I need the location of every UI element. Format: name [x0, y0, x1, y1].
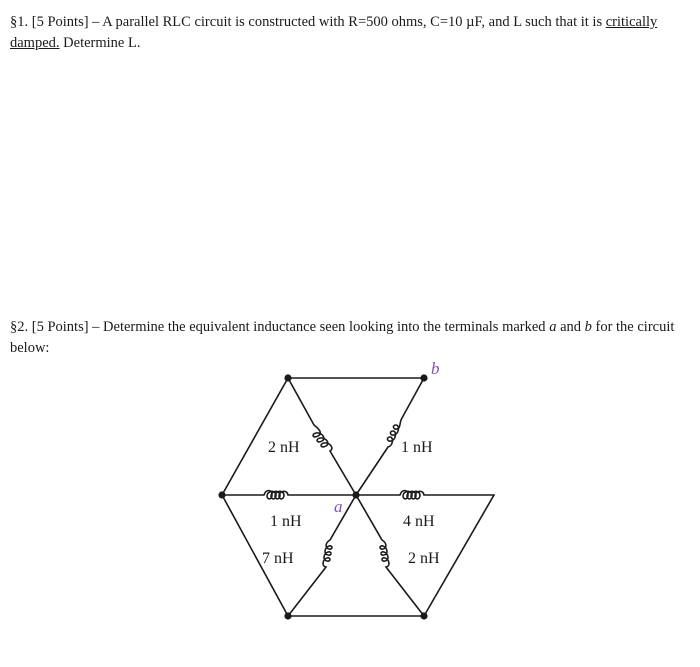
problem-2-term-b: b — [584, 319, 592, 335]
node-top-left — [284, 374, 291, 381]
label-lower-right: 2 nH — [408, 550, 440, 567]
problem-2-suffix: for the circuit below: — [10, 319, 675, 356]
inductor-upper-right — [356, 378, 424, 495]
label-upper-left: 2 nH — [268, 439, 300, 456]
label-upper-right: 1 nH — [401, 439, 433, 456]
wire-outer-left-upper — [222, 378, 288, 495]
label-mid-right: 4 nH — [403, 513, 435, 530]
inductor-upper-left — [288, 378, 356, 495]
problem-1-text: §1. [5 Points] – A parallel RLC circuit is constructed with R=500 ohms, C=10 µF, and L such that it is — [10, 14, 603, 30]
problem-2-text: §2. [5 Points] – Determine the equivalent inductance seen looking into the terminals marked — [10, 319, 550, 335]
terminal-b-label: b — [431, 359, 440, 378]
problem-2-and: and — [556, 319, 585, 335]
problem-2-term-a: a — [549, 319, 557, 335]
problem-1-suffix: Determine L. — [59, 35, 141, 51]
node-terminal-b — [420, 374, 427, 381]
problem-2 — [10, 317, 698, 359]
inductor-mid-right — [356, 491, 494, 499]
node-bottom-right — [420, 612, 427, 619]
label-lower-left: 7 nH — [262, 550, 294, 567]
node-bottom-left — [284, 612, 291, 619]
inductor-circuit-diagram — [200, 358, 520, 638]
label-mid-left: 1 nH — [270, 513, 302, 530]
node-left — [218, 491, 225, 498]
node-center-a — [352, 491, 359, 498]
problem-1-underlined: critically damped. — [10, 14, 658, 51]
problem-1 — [10, 12, 698, 54]
terminal-a-label: a — [334, 497, 343, 516]
